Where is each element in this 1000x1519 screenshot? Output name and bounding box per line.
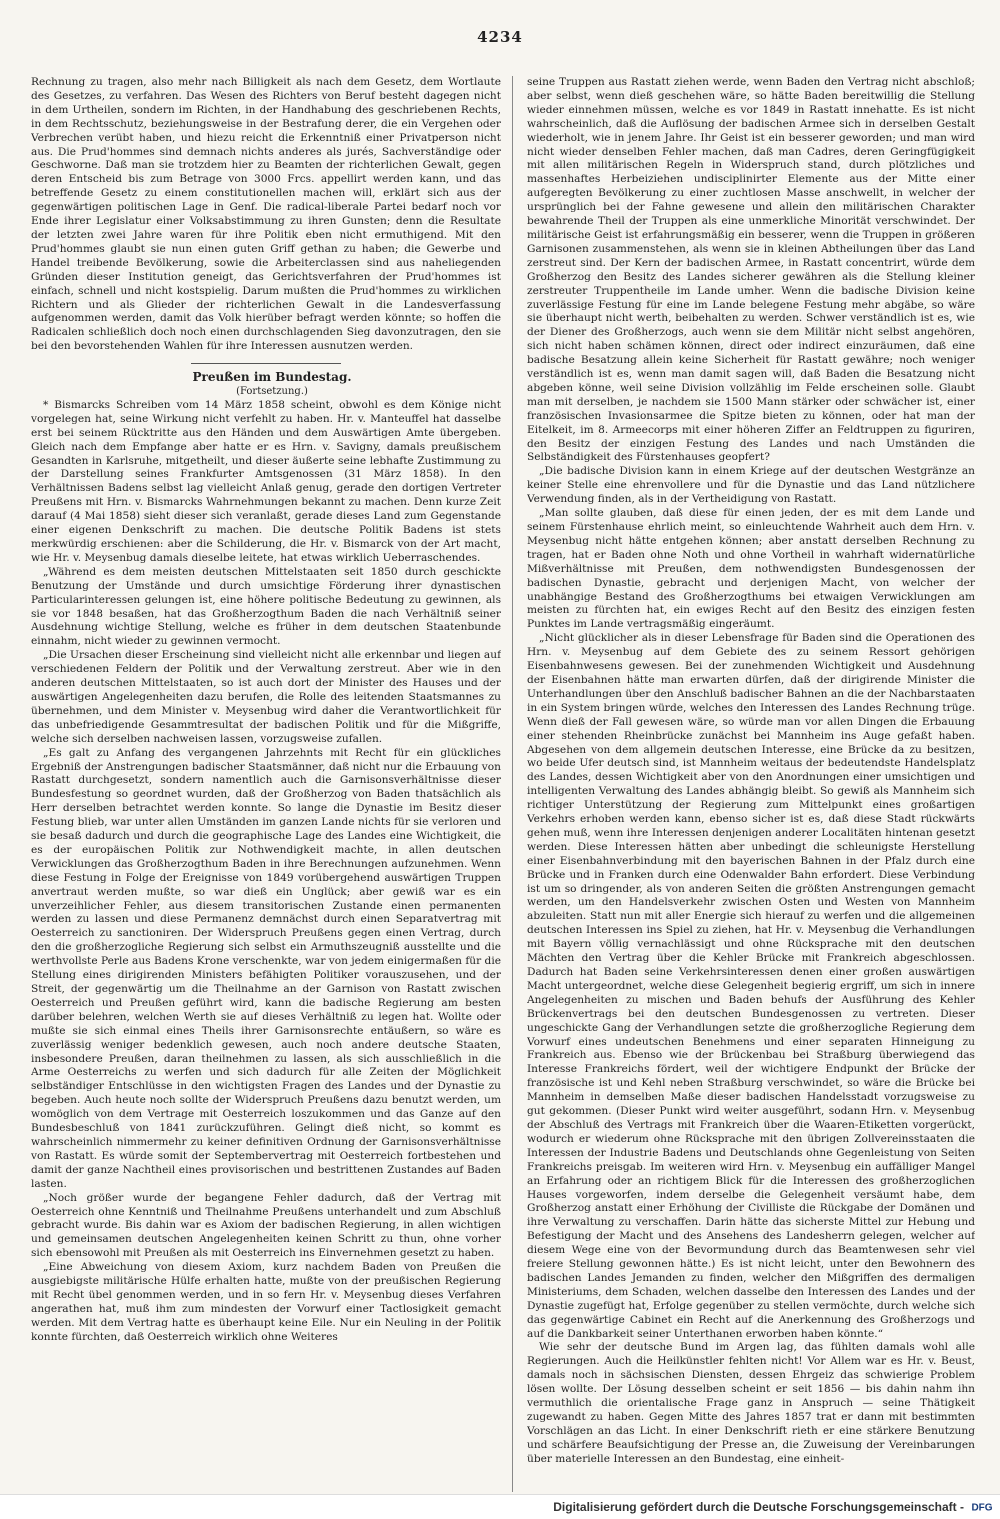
left-column <box>31 76 501 1492</box>
digitization-footer <box>0 1494 1000 1519</box>
footer-credit-text: Digitalisierung gefördert durch die Deutsche Forschungsgemeinschaft - <box>553 1500 964 1514</box>
article-paragraph: „Eine Abweichung von diesem Axiom, kurz nachdem Baden von Preußen die ausgiebigste militärische Hülfe erhalten hatte, mußte von der preußischen Regierung mit Recht übel genommen werden, und in so fern Hr. v. Meysenbug dieses Verfahren angerathen hat, muß ihm zum mindesten der Vorwurf einer Tactlosigkeit gemacht werden. Mit dem Vertrag hatte es überhaupt keine Eile. Nur ein Neuling in der Politik konnte fürchten, daß Oesterreich wirklich ohne Weiteres <box>31 1261 501 1343</box>
section-title: Preußen im Bundestag. <box>192 370 352 385</box>
article-paragraph: Wie sehr der deutsche Bund im Argen lag, das fühlten damals wohl alle Regierungen. Auch die Heilkünstler fehlten nicht! Vor Allem war es Hr. v. Beust, damals noch in sächsischen Diensten, dessen Ehrgeiz das schwierige Problem lösen wollte. Der Lösung desselben scheint er seit 1856 — bis dahin nahm ihn vermuthlich die orientalische Frage ganz in Anspruch — seine Thätigkeit zugewandt zu haben. Gegen Mitte des Jahres 1857 trat er dann mit bestimmten Vorschlägen an das Licht. In einer Denkschrift rieth er eine stärkere Benutzung und schärfere Beaufsichtigung der Presse an, die Zuweisung der Vereinbarungen über materielle Interessen an den Bundestag, eine einheit- <box>527 1341 975 1465</box>
article-paragraph: „Die Ursachen dieser Erscheinung sind vielleicht nicht alle erkennbar und liegen auf verschiedenen Feldern der Politik und der Verwaltung zerstreut. Aber wie in den anderen deutschen Mittelstaaten, so ist auch dort der Minister des Hauses und der auswärtigen Angelegenheiten dazu berufen, die Rolle des leitenden Staatsmannes zu übernehmen, und dem Minister v. Meysenbug wird daher die Verantwortlichkeit für das unbefriedigende Gesammtresultat der badischen Politik und für die Mißgriffe, welche sich derselben nachweisen lassen, vorzugsweise zufallen. <box>31 649 501 745</box>
section-divider <box>191 363 341 364</box>
dfg-logo-text: DFG <box>971 1502 993 1514</box>
left-column-opening-paragraph: Rechnung zu tragen, also mehr nach Billigkeit als nach dem Gesetz, dem Wortlaute des Gesetzes, zu verfahren. Das Wesen des Richters von Beruf besteht dagegen nicht in dem Urtheilen, sondern im Richten, in der Handhabung des geschriebenen Rechts, in dem Rechtsschutz, beziehungsweise in der Bestrafung derer, die ein Vergehen oder Verbrechen verübt haben, und hiezu reicht die Erkenntniß einer Privatperson nicht aus. Die Prud'hommes sind demnach nichts anderes als jurés, Sachverständige oder Geschworne. Daß man sie trotzdem hier zu Beamten der richterlichen Gewalt, gegen deren Entscheid bis zum Betrage von 3000 Frcs. appellirt werden kann, und das betreffende Gesetz zu einem constitutionellen machen will, erklärt sich aus der gegenwärtigen politischen Lage in Genf. Die radical-liberale Partei bedarf noch vor Ende ihrer Legislatur einer Volksabstimmung zu ihren Gunsten; denn die Resultate der letzten zwei Jahre waren für ihre Politik eben nicht ermuthigend. Mit den Prud'hommes glaubt sie nun einen guten Griff gethan zu haben; die Gewerbe und Handel treibende Bevölkerung, sowie die Arbeiterclassen sind aus naheliegenden Gründen dieser Institution geneigt, das Gerichtsverfahren der Prud'hommes ist einfach, schnell und nicht kostspielig. Darum mußten die Prud'hommes zu wirklichen Richtern und als Glieder der richterlichen Gewalt in die Landesverfassung aufgenommen werden, damit das Volk hierüber befragt werden könnte; so hoffen die Radicalen schließlich doch noch einen durchschlagenden Sieg davonzutragen, den sie bei den bevorstehenden Wahlen für ihre Interessen ausnutzen werden. <box>31 76 501 353</box>
right-column <box>527 76 975 1492</box>
dfg-logo-icon <box>968 1499 996 1514</box>
column-divider <box>512 76 513 1492</box>
right-column-opening-paragraph: seine Truppen aus Rastatt ziehen werde, wenn Baden den Vertrag nicht abschloß; aber selbst, wenn dieß geschehen wäre, so hätte Baden bereitwillig die Stellung wieder einnehmen müssen, welche es vor 1849 in Rastatt innehatte. Es ist nicht wahrscheinlich, daß die Auflösung der badischen Armee sich in derselben Gestalt wiederholt, wie in jenem Jahre. Ihr Geist ist ein besserer geworden; und man wird nicht wieder denselben Fehler machen, daß man Cadres, deren Geringfügigkeit mit allen militärischen Regeln in Widerspruch stand, durch plötzliches und massenhaftes Herbeiziehen undisciplinirter Elemente aus der Mitte einer aufgeregten Bevölkerung zu einer zuchtlosen Masse anschwellt, in welcher der ursprünglich bei der Fahne gewesene und allein den militärischen Charakter bewahrende Theil der Truppen als eine unmerkliche Minorität verschwindet. Der militärische Geist ist erfahrungsmäßig ein besserer, wenn die Truppen in größeren Garnisonen zusammenstehen, als wenn sie in kleinen Abtheilungen über das Land zerstreut sind. Der Kern der badischen Armee, in Rastatt concentrirt, würde dem Großherzog den Besitz des Landes sicherer gewähren als die Stellung kleiner zerstreuter Truppentheile im Lande umher. Wenn die badische Division keine zuverlässige Festung für eine im Lande belegene Festung mehr abgäbe, so wäre sie überhaupt nicht werth, beibehalten zu werden. Schwer verständlich ist es, wie der Diener des Großherzogs, auch wenn sie dem Militär nicht selbst angehören, sich nicht haben schämen können, direct oder indirect einzuräumen, daß eine badische Besatzung allein keine Sicherheit für Rastatt gewähre; noch weniger verständlich ist es, wenn man damit sagen will, daß Baden die Besatzung nicht abgeben könne, weil seine Division vollzählig im Felde erscheinen solle. Glaubt man mit derselben, je nachdem sie 1500 Mann stärker oder schwächer ist, einer französischen Invasionsarmee die Spitze bieten zu können, oder hat man der Eitelkeit, im 8. Armeecorps mit einer höheren Ziffer an Feldtruppen zu figuriren, den Besitz der einzigen Festung des Landes und nach Umständen die Selbständigkeit des Fürstenhauses geopfert? <box>527 76 975 464</box>
article-paragraph: * Bismarcks Schreiben vom 14 März 1858 scheint, obwohl es dem Könige nicht vorgelegen hat, seine Wirkung nicht verfehlt zu haben. Hr. v. Manteuffel hat dasselbe erst bei seinem Rücktritte aus den Händen und dem Auswärtigen Amte übergeben. Gleich nach dem Empfange aber hatte er es Hrn. v. Savigny, damals preußischem Gesandten in Karlsruhe, mitgetheilt, und dieser äußerte seine lebhafte Zustimmung zu der Darstellung seines Frankfurter Amtsgenossen (31 März 1858). In den Verhältnissen Badens selbst lag vielleicht Anlaß genug, gerade den dortigen Vertreter Preußens mit Hrn. v. Bismarcks Wahrnehmungen bekannt zu machen. Denn kurze Zeit darauf (4 Mai 1858) sieht dieser sich veranlaßt, gerade dieses Land zum Gegenstande einer eigenen Denkschrift zu machen. Die deutsche Politik Badens ist stets merkwürdig erschienen: aber die Schilderung, die Hr. v. Bismarck von der Art macht, wie Hr. v. Meysenbug damals dieselbe leitete, hat etwas wirklich Ueberraschendes. <box>31 398 501 564</box>
page-number: 4234 <box>477 28 523 46</box>
article-paragraph: „Es galt zu Anfang des vergangenen Jahrzehnts mit Recht für ein glückliches Ergebniß der Anstrengungen badischer Staatsmänner, daß nicht nur die Erbauung von Rastatt durchgesetzt, sondern namentlich auch die Garnisonsverhältnisse dieser Bundesfestung so geordnet wurden, daß der Großherzog von Baden thatsächlich als Herr derselben betrachtet werden konnte. So lange die Dynastie im Besitz dieser Festung blieb, war unter allen Umständen im ganzen Lande nichts für sie verloren und sie besaß dadurch und durch die geographische Lage des Landes eine Wichtigkeit, die es der europäischen Politik zur Nothwendigkeit machte, in allen deutschen Verwicklungen das Großherzogthum Baden in ihre Berechnungen aufzunehmen. Wenn diese Festung in Folge der Ereignisse von 1849 vorübergehend auswärtigen Truppen anvertraut werden mußte, so war dieß ein Unglück; aber gewiß war es ein unverzeihlicher Fehler, aus diesem transitorischen Zustande einen permanenten werden zu lassen und diese Permanenz demnächst durch einen Separatvertrag mit Oesterreich zu sanctioniren. Der Widerspruch Preußens gegen einen Vertrag, durch den die großherzogliche Regierung sich selbst ein Armuthszeugniß ausstellte und die werthvollste Perle aus Badens Krone verschenkte, war von jedem einigermaßen für die Stellung eines dirigirenden Ministers befähigten Politiker vorauszusehen, und der Streit, der gegenwärtig um die Theilnahme an der Garnison von Rastatt zwischen Oesterreich und Preußen geführt wird, kann die badische Regierung am besten darüber belehren, welchen Werth sie auf dieses Verhältniß zu legen hat. Wollte oder mußte sie sich einmal eines Theils ihrer Garnisonsrechte entäußern, so wäre es zuverlässig weniger bedenklich gewesen, auch noch andere deutsche Staaten, insbesondere Preußen, daran theilnehmen zu lassen, als sich ausschließlich in die Arme Oesterreichs zu werfen und sich dadurch für alle Zeiten der Möglichkeit selbständiger Entschlüsse in den wichtigsten Fragen des Landes und der Dynastie zu begeben. Auch heute noch sollte der Widerspruch Preußens dazu benutzt werden, um womöglich von dem Vertrage mit Oesterreich loszukommen und das Ganze auf den Bundesbeschluß von 1841 zurückzuführen. Gelingt dieß nicht, so kommt es wahrscheinlich nimmermehr zu keiner definitiven Ordnung der Garnisonsverhältnisse von Rastatt. Es würde somit der Septembervertrag mit Oesterreich fortbestehen und damit der ganze Nachtheil eines provisorischen und bestrittenen Zustandes auf Baden lasten. <box>31 746 501 1190</box>
article-paragraph: „Man sollte glauben, daß diese für einen jeden, der es mit dem Lande und seinem Fürstenhause ehrlich meint, so einleuchtende Wahrheit auch dem Hrn. v. Meysenbug nicht hätte entgehen können; aber anstatt derselben Rechnung zu tragen, hat er Baden ohne Noth und ohne Vortheil in wahrhaft widernatürliche Mißverhältnisse mit Preußen, dem nothwendigsten Bundesgenossen der badischen Dynastie, gebracht und derjenigen Macht, von welcher der unabhängige Bestand des Großherzogthums bei etwaigen Verwicklungen am meisten zu fürchten hat, ein ewiges Recht auf den Besitz des einzigen festen Punktes im Lande vertragsmäßig eingeräumt. <box>527 507 975 631</box>
article-paragraph: „Während es dem meisten deutschen Mittelstaaten seit 1850 durch geschickte Benutzung der Umstände und durch umsichtige Förderung ihrer dynastischen Particularinteressen gelungen ist, eine höhere politische Bedeutung zu gewinnen, als sie vor 1848 besaßen, hat das Großherzogthum Baden die nach Verhältniß seiner Ausdehnung wichtige Stellung, welche es früher in dem deutschen Staatenbunde einnahm, nicht wieder zu gewinnen vermocht. <box>31 565 501 648</box>
article-paragraph: „Die badische Division kann in einem Kriege auf der deutschen Westgränze an keiner Stelle eine ehrenvollere und für die Dynastie und das Land nützlichere Verwendung finden, als in der Vertheidigung von Rastatt. <box>527 465 975 506</box>
article-paragraph: „Nicht glücklicher als in dieser Lebensfrage für Baden sind die Operationen des Hrn. v. Meysenbug auf dem Gebiete des zu seinem Ressort gehörigen Eisenbahnwesens gewesen. Bei der zunehmenden Wichtigkeit und Ausdehnung der Eisenbahnen hätte man erwarten dürfen, daß der dirigirende Minister die Unterhandlungen über den Anschluß badischer Bahnen an die der Nachbarstaaten in ein System bringen würde, welches den Interessen des Landes Rechnung trüge. Wenn dieß der Fall gewesen wäre, so würde man vor allen Dingen die Erbauung einer stehenden Rheinbrücke zunächst bei Mannheim ins Auge gefaßt haben. Abgesehen von dem allgemein deutschen Interesse, eine Brücke da zu besitzen, wo beide Ufer deutsch sind, ist Mannheim weitaus der bedeutendste Handelsplatz des Landes, dessen Wichtigkeit aber von den Anordnungen einer umsichtigen und intelligenten Verwaltung des Landes abhängig bleibt. So gewiß als Mannheim sich richtiger Unterstützung der Regierung zum Mittelpunkt eines großartigen Verkehrs erhoben werden kann, ebenso sicher ist es, daß diese Stadt rückwärts gehen muß, wenn ihre Interessen denjenigen anderer Localitäten hintenan gesetzt werden. Diese Interessen hätten aber unbedingt die schleunigste Herstellung einer Eisenbahnverbindung mit den bayerischen Bahnen in der Pfalz durch eine Brücke und in Franken durch eine Odenwalder Bahn erfordert. Diese Verbindung ist um so dringender, als von anderen Seiten die größten Anstrengungen gemacht werden, um den Handelsverkehr zwischen Osten und Westen von Mannheim abzuleiten. Statt nun mit aller Energie sich hierauf zu werfen und die allgemeinen deutschen Interessen ins Spiel zu ziehen, hat Hr. v. Meysenbug die Verhandlungen mit Bayern völlig vernachlässigt und ohne Rücksprache mit den deutschen Mächten den Vertrag über die Kehler Brücke mit Frankreich abgeschlossen. Dadurch hat Baden seine Verkehrsinteressen denen einer großen auswärtigen Macht untergeordnet, welche diese Gelegenheit begierig ergriff, um sich in innere Angelegenheiten zu mischen und Baden behufs der Ausführung des Kehler Brückenvertrags bei den deutschen Bundesgenossen zu vertreten. Dieser ungeschickte Gang der Verhandlungen setzte die großherzogliche Regierung dem Vorwurf eines undeutschen Benehmens und einer separaten Hinneigung zu Frankreich aus. Ebenso wie der Brückenbau bei Straßburg überwiegend das Interesse Frankreichs fördert, weil der wichtigere Endpunkt der Brücke der französische ist und Kehl neben Straßburg verschwindet, so wäre die Brücke bei Mannheim in demselben Maße dieser badischen Handelsstadt vorzugsweise zu gut gekommen. (Dieser Punkt wird weiter ausgeführt, sodann Hrn. v. Meysenbug der Abschluß des Vertrags mit Frankreich über die Waaren-Etiketten vorgerückt, wodurch er wiederum ohne Rücksprache mit den übrigen Zollvereinsstaaten die Interessen der Industrie Badens und Deutschlands ohne Gegenleistung von Seiten Frankreichs preisgab. Im weiteren wird Hrn. v. Meysenbug ein auffälliger Mangel an Erfahrung oder an richtigem Blick für die Interessen des großherzoglichen Hauses vorgeworfen, indem derselbe die Gelegenheit versäumt habe, dem Großherzog anstatt einer Erhöhung der Civilliste die Rückgabe der Domänen und ihre Verwaltung zu verschaffen. Darin hätte das sicherste Mittel zur Hebung und Befestigung der Macht und des Ansehens des Landesherrn gelegen, welcher auf diesem Wege eine von der Bevormundung durch das Beamtenwesen sehr viel freiere Stellung gewonnen hätte.) Es ist nicht leicht, unter den Bewohnern des badischen Landes Jemanden zu finden, welcher den Mißgriffen des dermaligen Ministeriums, dem Schaden, welchen dasselbe den Interessen des Landes und der Dynastie zugefügt hat, Erfolge gegenüber zu stellen vermöchte, durch welche sich das gegenwärtige Cabinet ein Recht auf die Anerkennung des Großherzogs und auf die Dankbarkeit seiner Unterthanen erworben haben könnte.“ <box>527 632 975 1340</box>
section-subtitle: (Fortsetzung.) <box>236 386 308 398</box>
article-paragraph: „Noch größer wurde der begangene Fehler dadurch, daß der Vertrag mit Oesterreich ohne Kenntniß und Theilnahme Preußens unterhandelt und zum Abschluß gebracht wurde. Bis dahin war es Axiom der badischen Regierung, in allen wichtigen und gemeinsamen deutschen Angelegenheiten keinen Schritt zu thun, ohne vorher sich ebensowohl mit Preußen als mit Oesterreich ins Einvernehmen gesetzt zu haben. <box>31 1191 501 1260</box>
